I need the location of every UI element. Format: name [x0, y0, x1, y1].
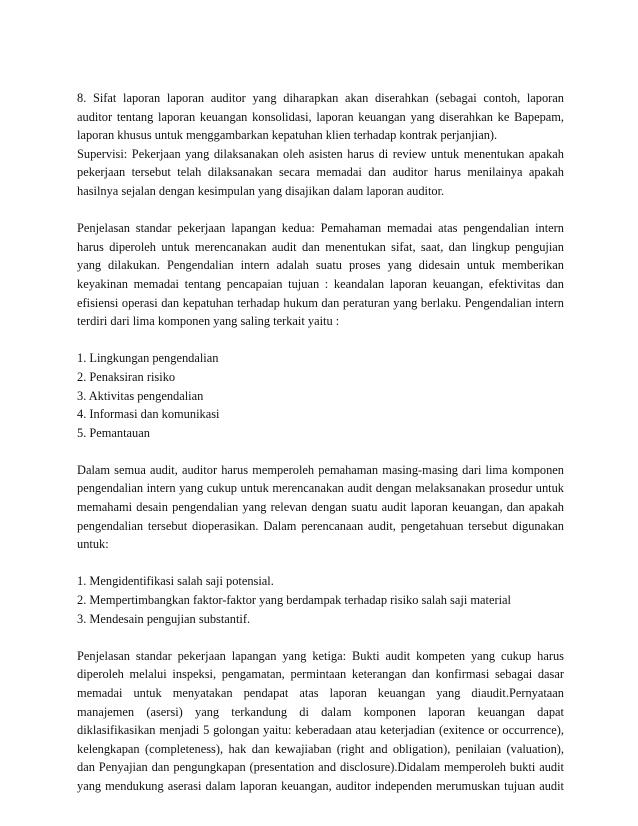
list-item: 3. Mendesain pengujian substantif. [77, 611, 251, 626]
paragraph-second-standard [77, 219, 564, 331]
text-line: Supervisi: Pekerjaan yang dilaksanakan oleh asisten harus di review untuk menentukan apakah [77, 146, 564, 161]
list-item: 4. Informasi dan komunikasi [77, 407, 220, 422]
paragraph-supervision [77, 145, 564, 201]
text-line: laporan khusus untuk menggambarkan kepatuhan klien terhadap kontrak perjanjian). [77, 128, 498, 143]
list-item: 3. Aktivitas pengendalian [77, 388, 204, 403]
planning-uses-list [77, 572, 564, 628]
text-line: efisiensi operasi dan kepatuhan terhadap hukum dan peraturan yang berlaku. Pengendalian intern [77, 295, 564, 310]
text-line: auditor tentang laporan keuangan konsolidasi, laporan keuangan yang diserahkan ke Bapepam, [77, 109, 564, 124]
text-line: harus diperoleh untuk merencanakan audit dan menentukan sifat, saat, dan lingkup pengujian [77, 239, 564, 254]
paragraph-audit-understanding [77, 461, 564, 554]
text-line: untuk: [77, 537, 109, 552]
list-item: 1. Lingkungan pengendalian [77, 351, 219, 366]
text-line: memahami desain pengendalian yang relevan dengan suatu audit laporan keuangan, dan apakah [77, 500, 564, 515]
text-line: hasilnya sejalan dengan kesimpulan yang disajikan dalam laporan auditor. [77, 183, 445, 198]
text-line: pengendalian tersebut dioperasikan. Dalam perencanaan audit, pengetahuan tersebut digunakan [77, 518, 564, 533]
text-line: kelengkapan (completeness), hak dan kewajiaban (right and obligation), penilaian (valuation), [77, 741, 564, 756]
paragraph-third-standard [77, 647, 564, 796]
paragraph-report-nature [77, 89, 564, 145]
text-line: keyakinan memadai tentang pencapaian tujuan : keandalan laporan keuangan, efektivitas dan [77, 276, 564, 291]
text-line: dan Penyajian dan pengungkapan (presentation and disclosure).Didalam memperoleh bukti audit [77, 760, 564, 775]
text-line: pengendalian intern yang cukup untuk merencanakan audit dengan melaksanakan prosedur untuk [77, 481, 564, 496]
internal-control-components-list [77, 349, 564, 442]
text-line: Penjelasan standar pekerjaan lapangan yang ketiga: Bukti audit kompeten yang cukup harus [77, 648, 564, 663]
text-line: diperoleh melalui inspeksi, pengamatan, permintaan keterangan dan konfirmasi sebagai dasar [77, 667, 564, 682]
text-line: Penjelasan standar pekerjaan lapangan kedua: Pemahaman memadai atas pengendalian intern [77, 221, 564, 236]
text-line: diklasifikasikan menjadi 5 golongan yaitu: keberadaan atau keterjadian (exitence or occurrence), [77, 723, 564, 738]
text-line: memadai untuk menyatakan pendapat atas laporan keuangan yang diaudit.Pernyataan [77, 686, 564, 700]
list-item: 1. Mengidentifikasi salah saji potensial. [77, 574, 274, 589]
text-line: Dalam semua audit, auditor harus memperoleh pemahaman masing-masing dari lima komponen [77, 462, 564, 477]
text-line: terdiri dari lima komponen yang saling terkait yaitu : [77, 314, 340, 329]
text-line: pekerjaan tersebut telah dilaksanakan secara memadai dan auditor harus menilainya apakah [77, 165, 564, 180]
text-line: yang dilakukan. Pengendalian intern adalah suatu proses yang didesain untuk memberikan [77, 258, 564, 273]
list-item: 2. Mempertimbangkan faktor-faktor yang berdampak terhadap risiko salah saji material [77, 593, 511, 608]
list-item: 2. Penaksiran risiko [77, 369, 176, 384]
text-line: yang mendukung aserasi dalam laporan keuangan, auditor independen merumuskan tujuan audit [77, 778, 564, 793]
list-item: 5. Pemantauan [77, 425, 150, 440]
text-line: 8. Sifat laporan laporan auditor yang diharapkan akan diserahkan (sebagai contoh, laporan [77, 91, 564, 105]
text-line: manajemen (asersi) yang terkandung di dalam komponen laporan keuangan dapat [77, 704, 564, 719]
